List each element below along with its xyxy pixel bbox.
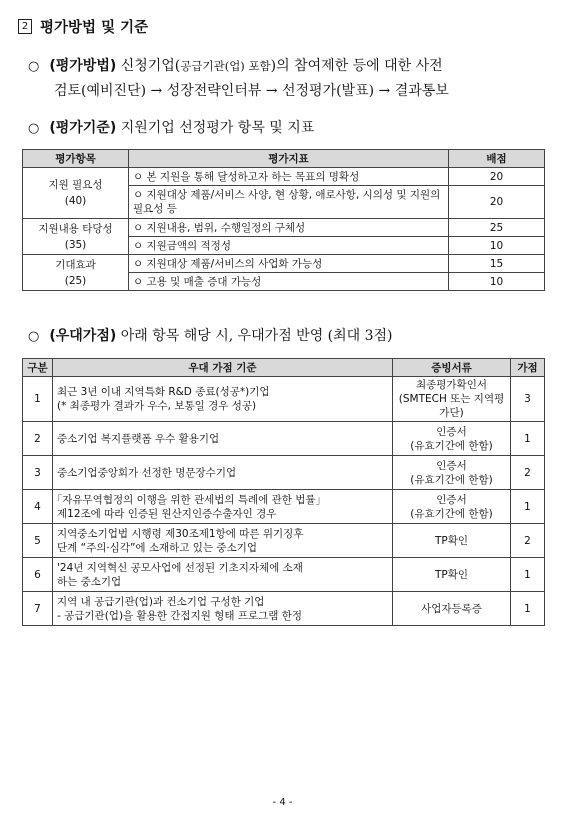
score-cell: 20 — [449, 186, 545, 219]
score-cell: 10 — [449, 273, 545, 291]
bullet-icon: ○ — [28, 59, 40, 74]
method-line1: 신청기업( — [116, 58, 181, 74]
evidence-cell: TP확인 — [393, 524, 511, 558]
score-cell: 15 — [449, 255, 545, 273]
evidence-cell: TP확인 — [393, 558, 511, 592]
no-cell: 7 — [23, 592, 53, 626]
header-criterion: 우대 가점 기준 — [53, 359, 393, 377]
header-score: 배점 — [449, 150, 545, 168]
method-line1-rest: )의 참여제한 등에 대한 사전 — [270, 58, 443, 74]
section-number-box: 2 — [18, 19, 32, 34]
header-bonus: 가점 — [511, 359, 545, 377]
header-no: 구분 — [23, 359, 53, 377]
bonus-cell: 1 — [511, 592, 545, 626]
no-cell: 3 — [23, 456, 53, 490]
bullet-icon: ○ — [28, 121, 40, 136]
table-row — [23, 422, 545, 456]
evidence-cell: 인증서 (유효기간에 한함) — [393, 490, 511, 524]
bonus-cell: 1 — [511, 558, 545, 592]
method-line2: 검토(예비진단) → 성장전략인터뷰 → 선정평가(발표) → 결과통보 — [54, 83, 449, 99]
method-paragraph — [28, 54, 547, 104]
table-row — [23, 456, 545, 490]
criterion-cell: 중소기업중앙회가 선정한 명문장수기업 — [53, 456, 393, 490]
criteria-text: 지원기업 선정평가 항목 및 지표 — [116, 120, 315, 136]
no-cell: 4 — [23, 490, 53, 524]
indicator-cell: ㅇ 지원내용, 범위, 수행일정의 구체성 — [129, 219, 449, 237]
criterion-cell: 지역중소기업법 시행령 제30조제1항에 따른 위기징후 단계 “주의·심각”에 소재하고 있는 중소기업 — [53, 524, 393, 558]
score-cell: 25 — [449, 219, 545, 237]
bonus-points-table — [22, 358, 545, 626]
table-row — [23, 219, 545, 237]
criterion-cell: 지역 내 공급기관(업)과 컨소기업 구성한 기업 - 공급기관(업)을 활용한 간접지원 형태 프로그램 한정 — [53, 592, 393, 626]
evidence-cell: 최종평가확인서 (SMTECH 또는 지역평가단) — [393, 377, 511, 422]
bonus-cell: 3 — [511, 377, 545, 422]
table-row — [23, 490, 545, 524]
bullet-icon: ○ — [28, 329, 40, 344]
evaluation-criteria-table — [22, 149, 545, 291]
header-evidence: 증빙서류 — [393, 359, 511, 377]
evidence-cell: 사업자등록증 — [393, 592, 511, 626]
table-row — [23, 168, 545, 186]
header-indicator: 평가지표 — [129, 150, 449, 168]
method-paren: 공급기관(업) 포함 — [180, 59, 271, 73]
table-row — [23, 377, 545, 422]
table-row — [23, 592, 545, 626]
indicator-cell: ㅇ 본 지원을 통해 달성하고자 하는 목표의 명확성 — [129, 168, 449, 186]
evidence-cell: 인증서 (유효기간에 한함) — [393, 456, 511, 490]
score-cell: 20 — [449, 168, 545, 186]
criterion-cell: 중소기업 복지플랫폼 우수 활용기업 — [53, 422, 393, 456]
bonus-label: (우대가점) — [49, 328, 117, 344]
category-cell: 지원내용 타당성 (35) — [23, 219, 129, 255]
table-header-row — [23, 150, 545, 168]
table-header-row — [23, 359, 545, 377]
indicator-cell: ㅇ 지원대상 제품/서비스의 사업화 가능성 — [129, 255, 449, 273]
header-category: 평가항목 — [23, 150, 129, 168]
method-label: (평가방법) — [49, 58, 117, 74]
bonus-cell: 2 — [511, 456, 545, 490]
bonus-cell: 1 — [511, 422, 545, 456]
table-row — [23, 255, 545, 273]
no-cell: 2 — [23, 422, 53, 456]
section-title — [18, 16, 148, 37]
bonus-text: 아래 항목 해당 시, 우대가점 반영 (최대 3점) — [116, 328, 393, 344]
indicator-cell: ㅇ 지원금액의 적정성 — [129, 237, 449, 255]
score-cell: 10 — [449, 237, 545, 255]
category-cell: 지원 필요성 (40) — [23, 168, 129, 219]
section-heading: 평가방법 및 기준 — [40, 20, 149, 36]
criterion-cell: 최근 3년 이내 지역특화 R&D 종료(성공*)기업 (* 최종평가 결과가 우수, 보통일 경우 성공) — [53, 377, 393, 422]
category-cell: 기대효과 (25) — [23, 255, 129, 291]
no-cell: 5 — [23, 524, 53, 558]
bonus-cell: 2 — [511, 524, 545, 558]
table-row — [23, 558, 545, 592]
no-cell: 1 — [23, 377, 53, 422]
criterion-cell: ｢자유무역협정의 이행을 위한 관세법의 특례에 관한 법률｣ 제12조에 따라 인증된 원산지인증수출자인 경우 — [53, 490, 393, 524]
criteria-label: (평가기준) — [49, 120, 117, 136]
criterion-cell: '24년 지역혁신 공모사업에 선정된 기초지자체에 소재 하는 중소기업 — [53, 558, 393, 592]
table-row — [23, 524, 545, 558]
bonus-cell: 1 — [511, 490, 545, 524]
evidence-cell: 인증서 (유효기간에 한함) — [393, 422, 511, 456]
page-number: - 4 - — [272, 797, 293, 808]
no-cell: 6 — [23, 558, 53, 592]
bonus-paragraph — [28, 324, 547, 349]
indicator-cell: ㅇ 지원대상 제품/서비스 사양, 현 상황, 애로사항, 시의성 및 지원의 필요성 등 — [129, 186, 449, 219]
indicator-cell: ㅇ 고용 및 매출 증대 가능성 — [129, 273, 449, 291]
criteria-paragraph — [28, 116, 547, 141]
